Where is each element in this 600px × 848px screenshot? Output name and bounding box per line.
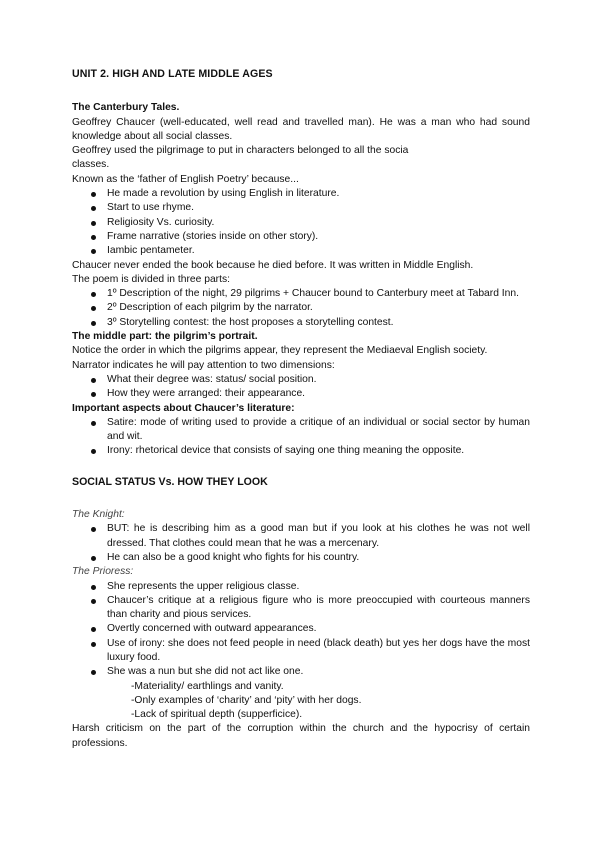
list-item: Iambic pentameter. (72, 244, 530, 258)
list-item: Chaucer’s critique at a religious figure who is more preoccupied with courteous manners than charity and pious services. (72, 594, 530, 623)
prioress-subheading: The Prioress: (72, 566, 134, 578)
sub-item: -Lack of spiritual depth (supperficice). (131, 709, 303, 721)
pilgrimage-paragraph-line2: classes. (72, 159, 110, 171)
list-item: Start to use rhyme. (72, 201, 530, 215)
list-item: BUT: he is describing him as a good man but if you look at his clothes he was not well dressed. That clothes could mean that he was a mercenary. (72, 522, 530, 551)
middle-part-title: The middle part: the pilgrim’s portrait. (72, 331, 258, 343)
list-item: He can also be a good knight who fights for his country. (72, 551, 530, 565)
dimensions-list (72, 373, 530, 402)
aspects-title: Important aspects about Chaucer’s literature: (72, 402, 295, 414)
chaucer-intro-paragraph: Geoffrey Chaucer (well-educated, well read and travelled man). He was a man who had sound knowledge about all social classes. (72, 116, 530, 142)
list-item: What their degree was: status/ social position. (72, 373, 530, 387)
pilgrimage-paragraph-line1: Geoffrey used the pilgrimage to put in characters belonged to all the socia (72, 145, 409, 157)
list-item: He made a revolution by using English in literature. (72, 187, 530, 201)
aspects-list (72, 416, 530, 459)
conclusion-paragraph: Harsh criticism on the part of the corruption within the church and the hypocrisy of certain professions. (72, 723, 530, 749)
list-item: Religiosity Vs. curiosity. (72, 216, 530, 230)
prioress-list (72, 580, 530, 680)
canterbury-title: The Canterbury Tales. (72, 102, 180, 114)
knight-subheading: The Knight: (72, 509, 125, 521)
order-paragraph: Notice the order in which the pilgrims appear, they represent the Mediaeval English society. (72, 345, 488, 357)
social-status-heading: SOCIAL STATUS Vs. HOW THEY LOOK (72, 475, 268, 488)
sub-item: -Only examples of ‘charity’ and ‘pity’ with her dogs. (131, 694, 362, 706)
list-item: She was a nun but she did not act like one. (72, 665, 530, 679)
three-parts-paragraph: The poem is divided in three parts: (72, 273, 230, 285)
unfinished-book-paragraph: Chaucer never ended the book because he died before. It was written in Middle English. (72, 259, 474, 271)
list-item: 3º Storytelling contest: the host proposes a storytelling contest. (72, 316, 530, 330)
list-item: 2º Description of each pilgrim by the narrator. (72, 301, 530, 315)
unit-heading: UNIT 2. HIGH AND LATE MIDDLE AGES (72, 68, 273, 80)
list-item: Satire: mode of writing used to provide a critique of an individual or social sector by human and wit. (72, 416, 530, 445)
parts-list (72, 287, 530, 330)
father-poetry-paragraph: Known as the ‘father of English Poetry’ because... (72, 173, 299, 185)
knight-list (72, 522, 530, 565)
dimensions-paragraph: Narrator indicates he will pay attention to two dimensions: (72, 359, 335, 371)
list-item: Use of irony: she does not feed people in need (black death) but yes her dogs have the most luxury food. (72, 637, 530, 666)
list-item: She represents the upper religious classe. (72, 580, 530, 594)
list-item: Frame narrative (stories inside on other story). (72, 230, 530, 244)
list-item: How they were arranged: their appearance. (72, 387, 530, 401)
document-content (72, 67, 530, 751)
reasons-list (72, 187, 530, 258)
sub-item: -Materiality/ earthlings and vanity. (131, 680, 284, 692)
list-item: Overtly concerned with outward appearances. (72, 622, 530, 636)
list-item: Irony: rhetorical device that consists of saying one thing meaning the opposite. (72, 444, 530, 458)
list-item: 1º Description of the night, 29 pilgrims + Chaucer bound to Canterbury meet at Tabard Inn. (72, 287, 530, 301)
